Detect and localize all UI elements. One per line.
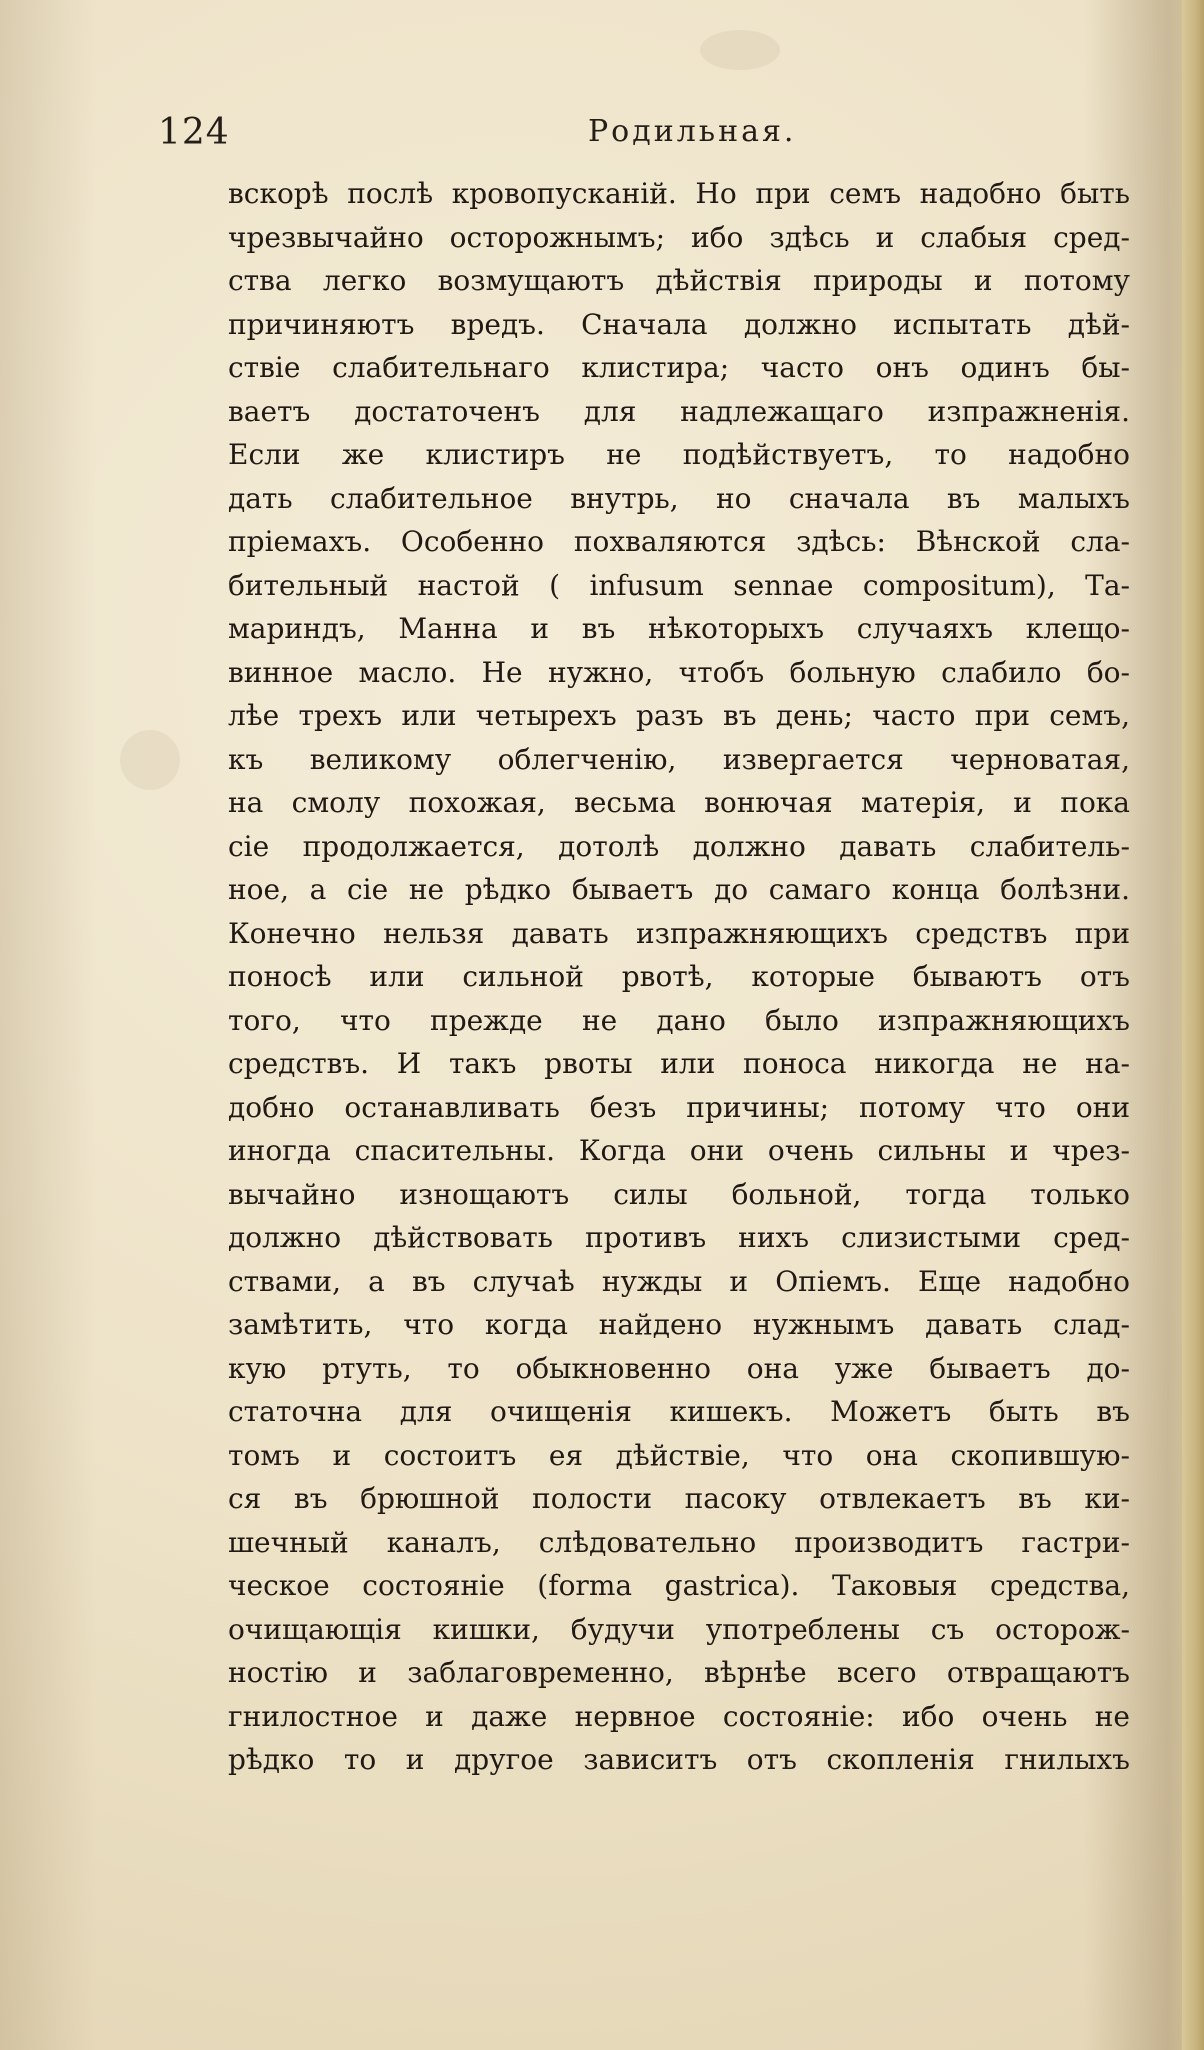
text-line: сіе продолжается, дотолѣ должно давать слабитель- bbox=[228, 829, 1130, 863]
text-line: дать слабительное внутрь, но сначала въ малыхъ bbox=[228, 481, 1130, 515]
text-line: вычайно изнощаютъ силы больной, тогда только bbox=[228, 1177, 1130, 1211]
text-line: бительный настой ( infusum sennae compositum), Та- bbox=[228, 568, 1130, 602]
text-line: иногда спасительны. Когда они очень сильны и чрез- bbox=[228, 1134, 1130, 1167]
text-line: поносѣ или сильной рвотѣ, которые бываютъ отъ bbox=[228, 960, 1130, 993]
text-line: ваетъ достаточенъ для надлежащаго изпражненія. bbox=[228, 394, 1130, 428]
text-line: вскорѣ послѣ кровопусканій. Но при семъ надобно быть bbox=[228, 177, 1130, 210]
text-line: ствіе слабительнаго клистира; часто онъ одинъ бы- bbox=[228, 351, 1130, 384]
page-number: 124 bbox=[158, 112, 230, 153]
text-line: шечный каналъ, слѣдовательно производитъ гастри- bbox=[228, 1525, 1130, 1559]
text-line: томъ и состоитъ ея дѣйствіе, что она скопившую- bbox=[228, 1438, 1130, 1472]
text-line: причиняютъ вредъ. Сначала должно испытать дѣй- bbox=[228, 307, 1130, 341]
text-line: очищающія кишки, будучи употреблены съ осторож- bbox=[228, 1612, 1130, 1646]
text-line: того, что прежде не дано было изпражняющихъ bbox=[228, 1003, 1130, 1037]
paper-stain bbox=[120, 730, 180, 790]
text-line: лѣе трехъ или четырехъ разъ въ день; часто при семъ, bbox=[228, 699, 1130, 732]
page-header bbox=[158, 112, 1138, 164]
page-edge bbox=[1182, 0, 1204, 2050]
text-line: ствами, а въ случаѣ нужды и Опіемъ. Еще надобно bbox=[228, 1264, 1130, 1298]
text-line: ся въ брюшной полости пасоку отвлекаетъ въ ки- bbox=[228, 1482, 1130, 1515]
text-line: винное масло. Не нужно, чтобъ больную слабило бо- bbox=[228, 655, 1130, 689]
text-line: гнилостное и даже нервное состояніе: ибо очень не bbox=[228, 1699, 1130, 1733]
running-title: Родильная. bbox=[588, 114, 797, 149]
text-line: статочна для очищенія кишекъ. Можетъ быть въ bbox=[228, 1395, 1130, 1428]
text-line: кую ртуть, то обыкновенно она уже бываетъ до- bbox=[228, 1351, 1130, 1385]
text-line: замѣтить, что когда найдено нужнымъ давать слад- bbox=[228, 1308, 1130, 1341]
text-line: должно дѣйствовать противъ нихъ слизистыми сред- bbox=[228, 1221, 1130, 1254]
text-line: къ великому облегченію, извергается черноватая, bbox=[228, 742, 1130, 776]
text-line: ностію и заблаговременно, вѣрнѣе всего отвращаютъ bbox=[228, 1656, 1130, 1689]
text-line: ное, а сіе не рѣдко бываетъ до самаго конца болѣзни. bbox=[228, 873, 1130, 906]
text-line: ства легко возмущаютъ дѣйствія природы и потому bbox=[228, 264, 1130, 297]
text-line: пріемахъ. Особенно похваляются здѣсь: Вѣнской сла- bbox=[228, 525, 1130, 558]
text-line: на смолу похожая, весьма вонючая матерія, и пока bbox=[228, 786, 1130, 819]
text-line: добно останавливать безъ причины; потому что они bbox=[228, 1090, 1130, 1124]
body-text bbox=[228, 162, 1130, 1782]
text-line: рѣдко то и другое зависитъ отъ скопленія гнилыхъ bbox=[228, 1743, 1130, 1776]
paper-stain bbox=[700, 30, 780, 70]
text-line: чрезвычайно осторожнымъ; ибо здѣсь и слабыя сред- bbox=[228, 220, 1130, 254]
text-line: Если же клистиръ не подѣйствуетъ, то надобно bbox=[228, 438, 1130, 471]
text-line: мариндъ, Манна и въ нѣкоторыхъ случаяхъ клещо- bbox=[228, 612, 1130, 645]
text-line: ческое состояніе (forma gastrica). Таковыя средства, bbox=[228, 1569, 1130, 1602]
text-line: средствъ. И такъ рвоты или поноса никогда не на- bbox=[228, 1047, 1130, 1080]
text-line: Конечно нельзя давать изпражняющихъ средствъ при bbox=[228, 916, 1130, 950]
